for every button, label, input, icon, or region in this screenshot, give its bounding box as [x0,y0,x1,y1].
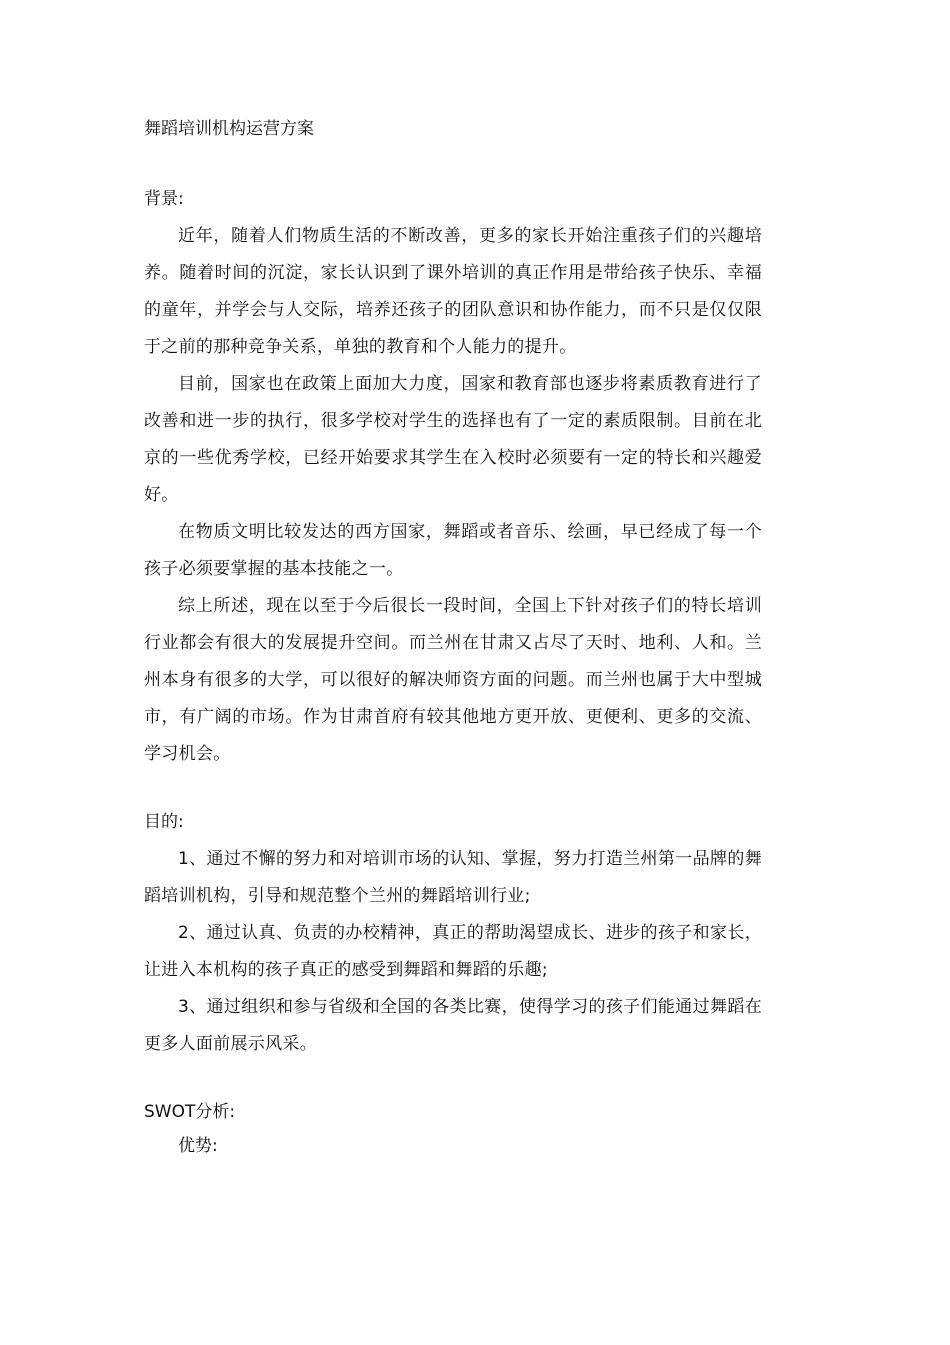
spacer [144,773,762,807]
background-paragraph: 目前，国家也在政策上面加大力度，国家和教育部也逐步将素质教育进行了改善和进一步的执行，很多学校对学生的选择也有了一定的素质限制。目前在北京的一些优秀学校，已经开始要求其学生在入校时必须要有一定的特长和兴趣爱好。 [144,374,762,505]
purpose-item: 3、通过组织和参与省级和全国的各类比赛，使得学习的孩子们能通过舞蹈在更多人面前展示风采。 [144,997,762,1054]
background-paragraph: 在物质文明比较发达的西方国家，舞蹈或者音乐、绘画，早已经成了每一个孩子必须要掌握的基本技能之一。 [144,522,762,579]
spacer [144,144,762,184]
swot-strengths-heading: 优势: [178,1136,218,1156]
background-heading: 背景: [144,189,184,209]
document-title: 舞蹈培训机构运营方案 [144,119,314,139]
document-body [144,114,762,1161]
swot-heading: SWOT分析: [144,1102,236,1122]
spacer [144,1063,762,1097]
purpose-item: 2、通过认真、负责的办校精神，真正的帮助渴望成长、进步的孩子和家长，让进入本机构的孩子真正的感受到舞蹈和舞蹈的乐趣; [144,923,762,980]
purpose-item: 1、通过不懈的努力和对培训市场的认知、掌握，努力打造兰州第一品牌的舞蹈培训机构，引导和规范整个兰州的舞蹈培训行业; [144,849,762,906]
background-paragraph: 近年，随着人们物质生活的不断改善，更多的家长开始注重孩子们的兴趣培养。随着时间的沉淀，家长认识到了课外培训的真正作用是带给孩子快乐、幸福的童年，并学会与人交际，培养还孩子的团队意识和协作能力，而不只是仅仅限于之前的那种竞争关系，单独的教育和个人能力的提升。 [144,226,762,357]
purpose-heading: 目的: [144,812,184,832]
background-paragraph: 综上所述，现在以至于今后很长一段时间，全国上下针对孩子们的特长培训行业都会有很大的发展提升空间。而兰州在甘肃又占尽了天时、地利、人和。兰州本身有很多的大学，可以很好的解决师资方面的问题。而兰州也属于大中型城市，有广阔的市场。作为甘肃首府有较其他地方更开放、更便利、更多的交流、学习机会。 [144,596,762,764]
